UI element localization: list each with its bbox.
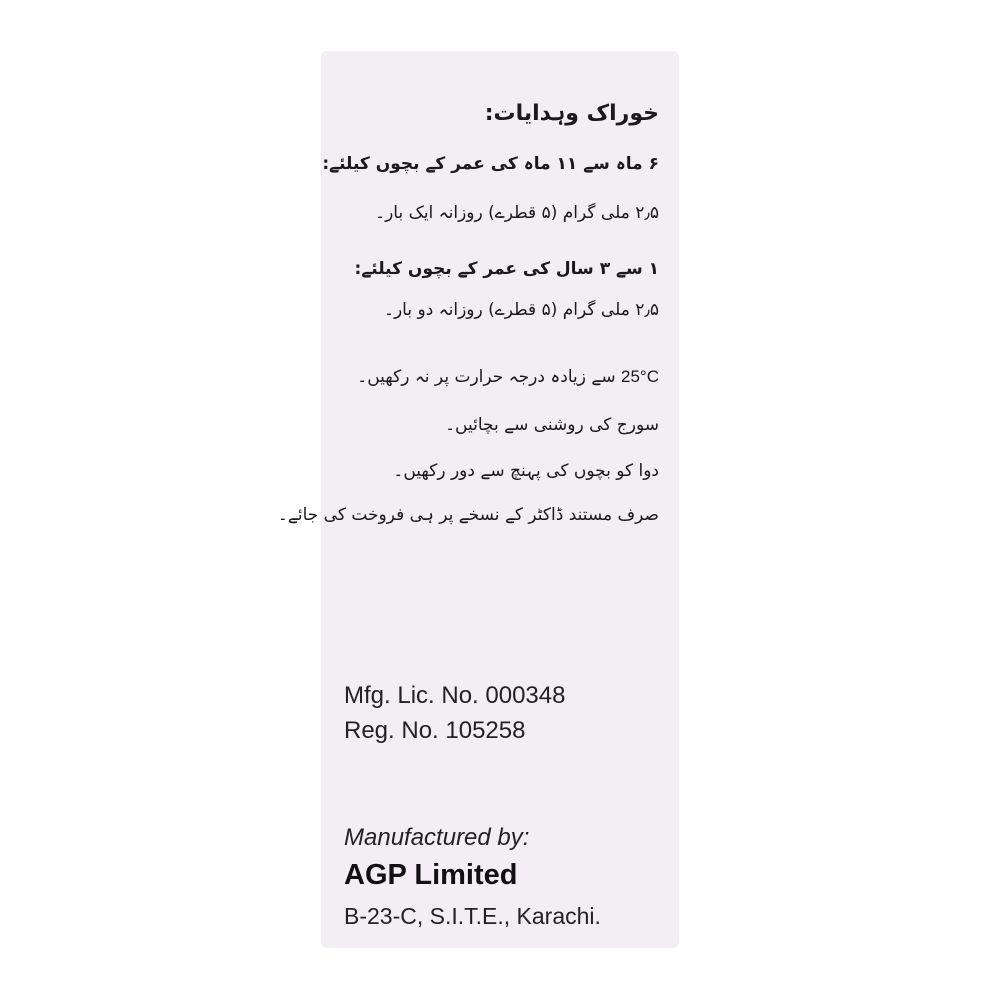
storage-temperature: 25°C [621,367,659,386]
dosage-group-1-title: ۶ ماہ سے ۱۱ ماہ کی عمر کے بچوں کیلئے: [322,154,659,174]
company-name: AGP Limited [344,859,518,891]
dosage-group-2-dose: ۲٫۵ ملی گرام (۵ قطرے) روزانہ دو بار۔ [384,300,659,320]
registration-number: Reg. No. 105258 [344,717,526,744]
manufactured-by-label: Manufactured by: [344,824,530,851]
storage-text: سے زیادہ درجہ حرارت پر نہ رکھیں۔ [357,367,616,387]
sunlight-warning: سورج کی روشنی سے بچائیں۔ [445,415,659,435]
label-panel [277,51,679,948]
dosage-group-1-dose: ۲٫۵ ملی گرام (۵ قطرے) روزانہ ایک بار۔ [375,203,659,223]
dosage-heading: خوراک وہدایات: [484,101,659,126]
children-warning: دوا کو بچوں کی پہنچ سے دور رکھیں۔ [393,461,659,481]
storage-instruction [339,366,659,387]
dosage-group-2-title: ۱ سے ۳ سال کی عمر کے بچوں کیلئے: [354,259,659,279]
prescription-notice: صرف مستند ڈاکٹر کے نسخے پر ہی فروخت کی جائے۔ [277,505,659,525]
company-address: B-23-C, S.I.T.E., Karachi. [344,903,601,929]
mfg-license-number: Mfg. Lic. No. 000348 [344,682,566,709]
